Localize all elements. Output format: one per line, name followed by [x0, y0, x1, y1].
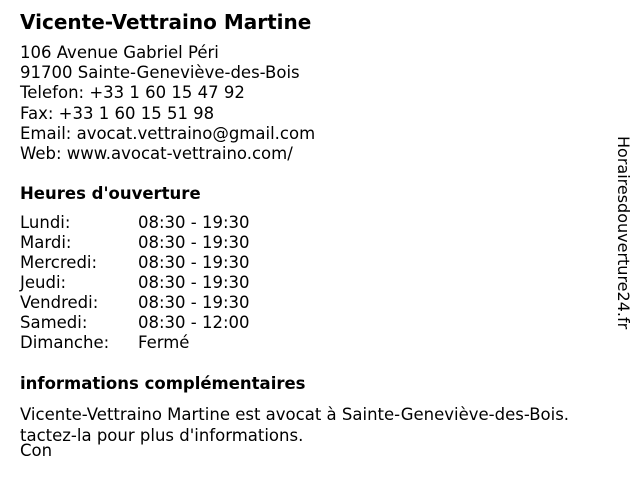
time-value: 08:30 - 19:30 [138, 273, 250, 292]
info-description-line-3: Con [20, 441, 53, 460]
email-line: Email: avocat.vettraino@gmail.com [20, 123, 316, 143]
hours-row-monday [20, 213, 250, 233]
info-description-line-2: tactez-la pour plus d'informations. [20, 426, 304, 445]
day-label: Dimanche: [20, 333, 110, 352]
hours-row-thursday [20, 273, 250, 293]
info-description: Vicente-Vettraino Martine est avocat à Sainte-Geneviève-des-Bois. [20, 405, 570, 424]
time-value: 08:30 - 19:30 [138, 233, 250, 252]
web-line: Web: www.avocat-vettraino.com/ [20, 144, 293, 164]
time-value: 08:30 - 12:00 [138, 313, 250, 332]
phone-line: Telefon: +33 1 60 15 47 92 [20, 83, 245, 103]
time-value: Fermé [138, 333, 190, 352]
hours-row-saturday [20, 313, 250, 333]
time-value: 08:30 - 19:30 [138, 293, 250, 312]
site-watermark: Horairesdouverture24.fr [614, 136, 633, 330]
hours-heading: Heures d'ouverture [20, 184, 201, 203]
fax-line: Fax: +33 1 60 15 51 98 [20, 103, 215, 123]
hours-row-friday [20, 293, 250, 313]
day-label: Lundi: [20, 213, 71, 232]
hours-table [20, 213, 250, 353]
day-label: Mercredi: [20, 253, 98, 272]
day-label: Vendredi: [20, 293, 99, 312]
hours-row-wednesday [20, 253, 250, 273]
time-value: 08:30 - 19:30 [138, 253, 250, 272]
address-line-1: 106 Avenue Gabriel Péri [20, 43, 219, 62]
time-value: 08:30 - 19:30 [138, 213, 250, 232]
info-heading: informations complémentaires [20, 374, 306, 393]
day-label: Jeudi: [20, 273, 67, 292]
business-name: Vicente-Vettraino Martine [20, 10, 312, 34]
day-label: Mardi: [20, 233, 72, 252]
day-label: Samedi: [20, 313, 88, 332]
hours-row-tuesday [20, 233, 250, 253]
hours-row-sunday [20, 333, 250, 353]
address-line-2: 91700 Sainte-Geneviève-des-Bois [20, 63, 300, 83]
contact-block [20, 43, 315, 164]
